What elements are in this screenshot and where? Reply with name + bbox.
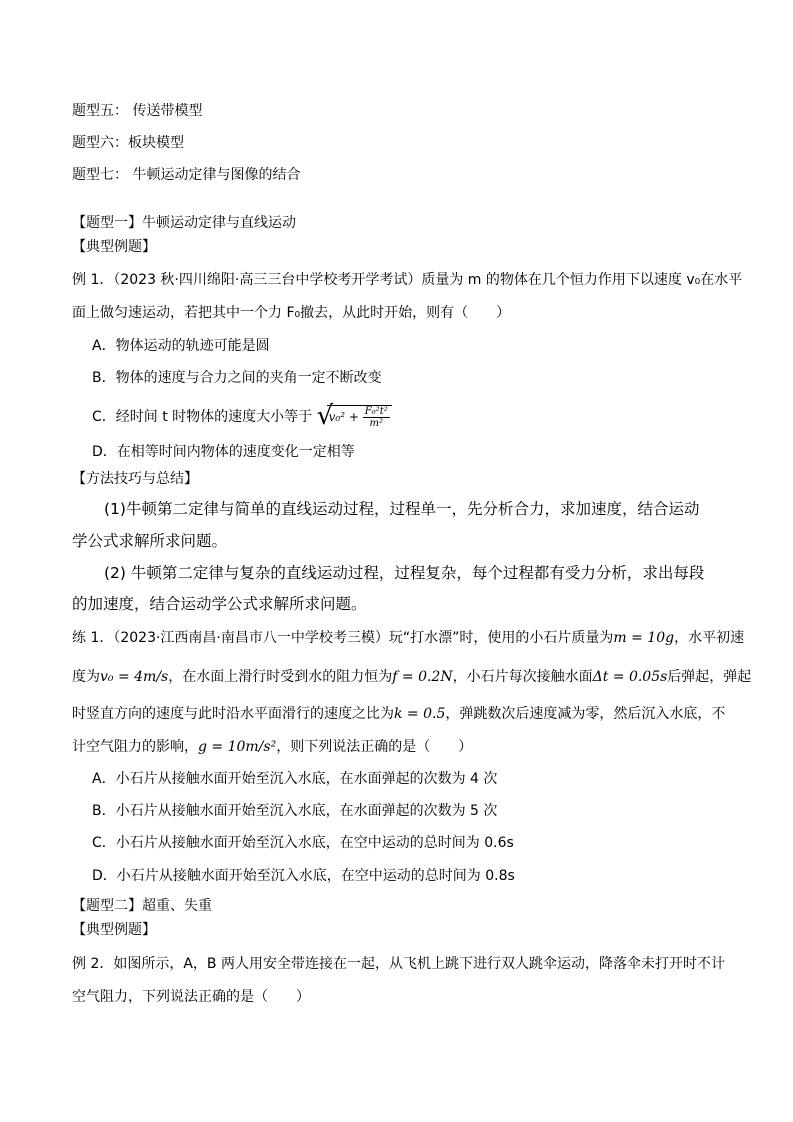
methods-heading: 【方法技巧与总结】 [72,471,198,487]
methods-para-2-cont: 的加速度，结合运动学公式求解所求问题。 [72,595,367,613]
practice-option-b: B．小石片从接触水面开始至沉入水底，在水面弹起的次数为 5 次 [92,803,498,819]
formula-v0-term: v₀² + [328,410,359,424]
example-1-stem-cont: 面上做匀速运动，若把其中一个力 F₀撤去，从此时开始，则有（ ） [72,305,511,321]
example-2-stem-cont: 空气阻力，下列说法正确的是（ ） [72,989,310,1005]
mass-value: m = 10g [613,630,675,646]
methods-para-2: (2) 牛顿第二定律与复杂的直线运动过程，过程复杂，每个过程都有受力分析，求出每段 [104,564,705,582]
contact-time: Δt = 0.05s [592,669,668,685]
formula-denominator: m² [369,418,383,429]
toc-item-6: 题型六：板块模型 [72,135,184,151]
section-2-subheading: 【典型例题】 [72,922,156,938]
practice-1-line-2: 度为v₀ = 4m/s，在水面上滑行时受到水的阻力恒为f = 0.2N，小石片每次接触水面Δt = 0.05s后弹起，弹起 [72,669,752,685]
example-2-stem: 例 2．如图所示，A，B 两人用安全带连接在一起，从飞机上跳下进行双人跳伞运动，降落伞未打开时不计 [72,956,725,972]
option-c [92,401,392,431]
methods-para-1: (1)牛顿第二定律与简单的直线运动过程，过程单一，先分析合力，求加速度，结合运动 [104,500,700,518]
option-c-text: C．经时间 t 时物体的速度大小等于 [92,409,313,425]
toc-item-5: 题型五： 传送带模型 [72,103,203,119]
methods-para-1-cont: 学公式求解所求问题。 [72,532,228,550]
practice-1-line-4: 计空气阻力的影响，g = 10m/s²，则下列说法正确的是（ ） [72,739,473,755]
section-heading: 【题型一】牛顿运动定律与直线运动 [72,215,296,231]
velocity-formula: √ v₀² + $\frac{\text{F₀²t²}}{\text{m²}}$ [317,405,392,429]
initial-velocity: v₀ = 4m/s [100,669,169,685]
gravity-value: g = 10m/s² [198,739,277,755]
toc-item-7: 题型七： 牛顿运动定律与图像的结合 [72,167,301,183]
drag-force: f = 0.2N [392,669,453,685]
option-a: A．物体运动的轨迹可能是圆 [92,338,270,354]
practice-option-c: C．小石片从接触水面开始至沉入水底，在空中运动的总时间为 0.6s [92,835,514,851]
practice-1-line-3: 时竖直方向的速度与此时沿水平面滑行的速度之比为k = 0.5，弹跳数次后速度减为零，然后沉入水底，不 [72,706,726,722]
section-2-heading: 【题型二】超重、失重 [72,898,212,914]
ratio-k: k = 0.5 [394,706,446,722]
practice-option-a: A．小石片从接触水面开始至沉入水底，在水面弹起的次数为 4 次 [92,771,498,787]
option-d: D．在相等时间内物体的速度变化一定相等 [92,444,355,460]
practice-1-line-1: 练 1．（2023·江西南昌·南昌市八一中学校考三模）玩“打水漂”时，使用的小石片质量为m = 10g，水平初速 [72,630,745,646]
option-b: B．物体的速度与合力之间的夹角一定不断改变 [92,370,382,386]
practice-option-d: D．小石片从接触水面开始至沉入水底，在空中运动的总时间为 0.8s [92,868,515,884]
section-subheading: 【典型例题】 [72,239,156,255]
formula-numerator: F₀²t² [364,406,388,417]
example-1-stem: 例 1．（2023 秋·四川绵阳·高三三台中学校考开学考试）质量为 m 的物体在几个恒力作用下以速度 v₀在水平 [72,272,743,288]
